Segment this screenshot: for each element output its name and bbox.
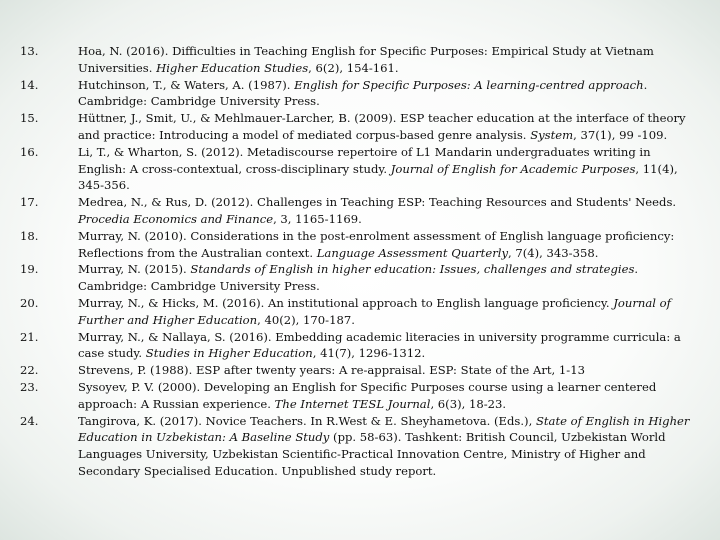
reference-author-title: Murray, N., & Hicks, M. (2016). An institutional approach to English language proficiency. xyxy=(78,295,614,310)
reference-number: 20. xyxy=(20,295,39,310)
reference-number: 24. xyxy=(20,413,39,428)
reference-author-title: Sysoyev, P. V. (2000). Developing an English for Specific Purposes course using a learner centered approach: A Russian experience. xyxy=(78,379,657,411)
reference-text xyxy=(78,379,700,413)
reference-item xyxy=(20,43,700,77)
reference-item xyxy=(20,77,700,111)
reference-details: , 6(3), 18-23. xyxy=(430,396,507,411)
reference-author-title: Hüttner, J., Smit, U., & Mehlmauer-Larcher, B. (2009). ESP teacher education at the interface of theory and practice: Introducing a model of mediated corpus-based genre analysis. xyxy=(78,111,686,142)
reference-details: , 3, 1165-1169. xyxy=(273,211,362,226)
reference-details: , 6(2), 154-161. xyxy=(308,60,399,75)
reference-item xyxy=(20,194,700,228)
reference-details: , 40(2), 170-187. xyxy=(257,312,355,327)
reference-source: System xyxy=(530,127,574,142)
reference-details: , 37(1), 99 -109. xyxy=(573,127,668,142)
reference-item xyxy=(20,228,700,262)
reference-author-title: Murray, N. (2015). xyxy=(78,262,191,277)
reference-text xyxy=(78,413,700,480)
reference-source: Studies in Higher Education xyxy=(145,346,313,361)
reference-author-title: Medrea, N., & Rus, D. (2012). Challenges in Teaching ESP: Teaching Resources and Students' Needs. xyxy=(78,195,677,210)
reference-details: , 41(7), 1296-1312. xyxy=(312,346,426,361)
reference-item xyxy=(20,295,700,329)
reference-source: Procedia Economics and Finance xyxy=(78,211,274,226)
reference-source: Higher Education Studies xyxy=(156,60,309,75)
reference-author-title: Li, T., & Wharton, S. (2012). Metadiscourse repertoire of L1 Mandarin undergraduates writing in English: A cross-contextual, cross-disciplinary study. xyxy=(78,144,651,176)
reference-author-title: Murray, N. (2010). Considerations in the post-enrolment assessment of English language proficiency: Reflections from the Australian context. xyxy=(78,228,675,260)
reference-source: The Internet TESL Journal xyxy=(274,396,431,411)
reference-details: (pp. 58-63). Tashkent: British Council, Uzbekistan World Languages University, Uzbekistan Scientific-Practical Innovation Centre, Ministry of Higher and Secondary Specialised Education. Unpublished study report. xyxy=(78,430,666,478)
reference-text xyxy=(78,110,700,144)
reference-text xyxy=(78,144,700,194)
reference-details: , 11(4), 345-356. xyxy=(78,161,678,193)
reference-text xyxy=(78,43,700,77)
reference-text xyxy=(78,295,700,329)
reference-number: 19. xyxy=(20,262,39,277)
reference-author-title: Hutchinson, T., & Waters, A. (1987). xyxy=(78,77,295,92)
reference-author-title: Murray, N., & Nallaya, S. (2016). Embedding academic literacies in university programme curricula: a case study. xyxy=(78,329,681,361)
reference-source: Journal of Further and Higher Education xyxy=(78,295,671,327)
reference-details: . Cambridge: Cambridge University Press. xyxy=(78,77,648,109)
reference-list xyxy=(20,43,700,480)
reference-number: 16. xyxy=(20,144,39,159)
reference-number: 22. xyxy=(20,363,39,378)
reference-source: Standards of English in higher education: Issues, challenges and strategies xyxy=(190,262,635,277)
reference-number: 14. xyxy=(20,77,39,92)
reference-text xyxy=(78,362,700,379)
reference-number: 13. xyxy=(20,44,39,58)
reference-item xyxy=(20,261,700,295)
reference-number: 17. xyxy=(20,195,39,210)
reference-item xyxy=(20,362,700,379)
reference-number: 21. xyxy=(20,329,39,344)
reference-source: English for Specific Purposes: A learning-centred approach xyxy=(294,77,644,92)
reference-author-title: Tangirova, K. (2017). Novice Teachers. In R.West & E. Sheyhametova. (Eds.), xyxy=(78,413,536,428)
reference-details: . Cambridge: Cambridge University Press. xyxy=(78,262,639,294)
reference-text xyxy=(78,329,700,363)
reference-author-title: Hoa, N. (2016). Difficulties in Teaching English for Specific Purposes: Empirical Study at Vietnam Universities. xyxy=(78,44,654,75)
reference-text xyxy=(78,194,700,228)
reference-source: State of English in Higher Education in Uzbekistan: A Baseline Study xyxy=(78,413,690,445)
reference-item xyxy=(20,110,700,144)
reference-source: Journal of English for Academic Purposes xyxy=(390,161,636,176)
reference-item xyxy=(20,379,700,413)
reference-number: 23. xyxy=(20,379,39,394)
reference-text xyxy=(78,261,700,295)
reference-item xyxy=(20,329,700,363)
reference-details: , 7(4), 343-358. xyxy=(508,245,599,260)
reference-source: Language Assessment Quarterly xyxy=(316,245,508,260)
reference-text xyxy=(78,228,700,262)
reference-author-title: Strevens, P. (1988). ESP after twenty years: A re-appraisal. ESP: State of the Art, 1-13 xyxy=(78,363,585,378)
reference-text xyxy=(78,77,700,111)
reference-item xyxy=(20,144,700,194)
reference-number: 15. xyxy=(20,111,39,126)
reference-number: 18. xyxy=(20,228,39,243)
reference-item xyxy=(20,413,700,480)
